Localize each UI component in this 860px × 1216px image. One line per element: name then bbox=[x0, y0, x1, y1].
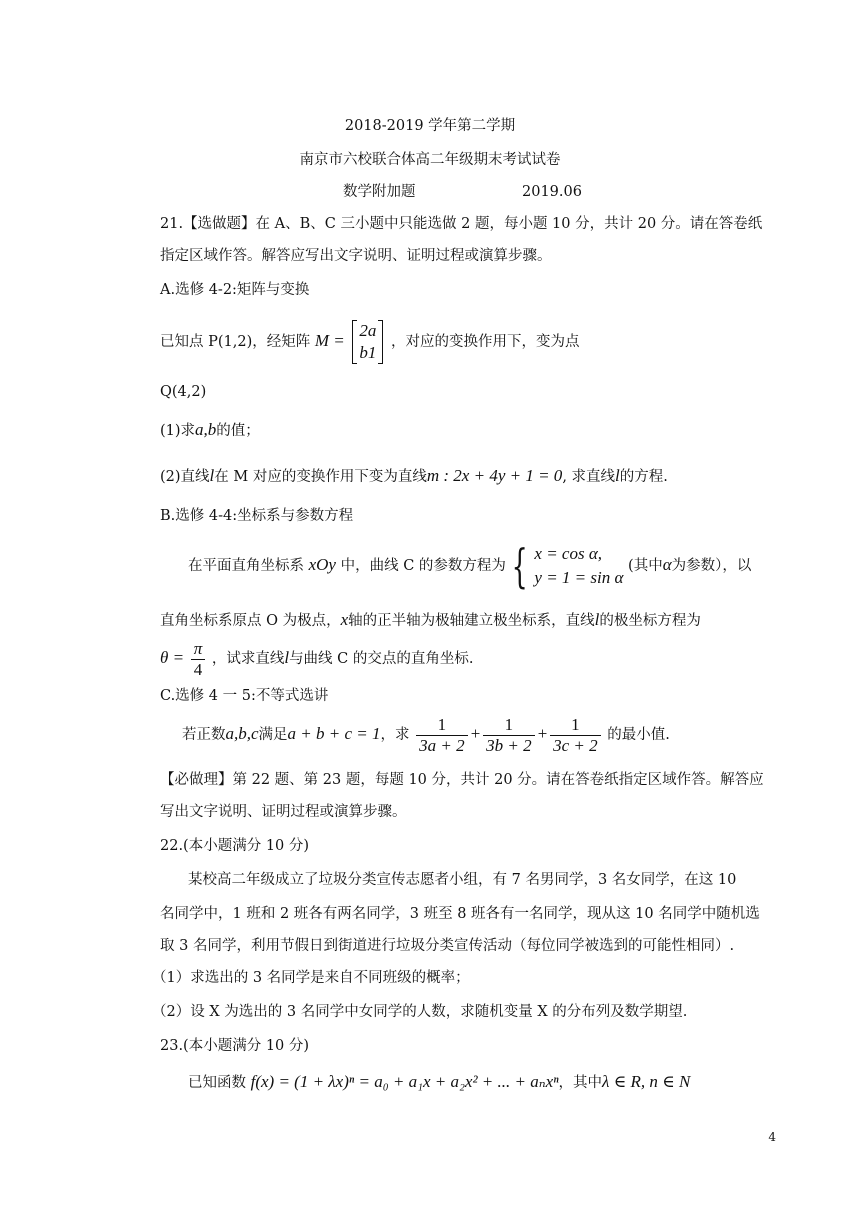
q21-intro-line-1: 21.【选做题】在 A、B、C 三小题中只能选做 2 题，每小题 10 分，共计 20 分。请在答卷纸 bbox=[160, 216, 763, 232]
q21a-statement: 已知点 P(1,2)，经矩阵 M = 2a b1 ，对应的变换作用下，变为点 bbox=[160, 321, 580, 362]
matrix-row-1: 2a bbox=[359, 321, 377, 340]
matrix-row-2: b1 bbox=[359, 343, 377, 362]
exam-date: 2019.06 bbox=[522, 184, 582, 200]
q21a-point-q: Q(4,2) bbox=[160, 384, 207, 400]
q23-title: 23.(本小题满分 10 分) bbox=[160, 1038, 310, 1054]
q22-line-3: 取 3 名同学，利用节假日到街道进行垃圾分类宣传活动（每位同学被选到的可能性相同）. bbox=[160, 938, 735, 954]
exam-subject: 数学附加题 bbox=[343, 184, 416, 200]
q21a-part-1: (1)求a,b的值； bbox=[160, 420, 260, 439]
system-brace: { bbox=[511, 539, 528, 593]
exam-term: 2018-2019 学年第二学期 bbox=[344, 118, 516, 134]
required-line-1: 【必做理】第 22 题、第 23 题，每题 10 分，共计 20 分。请在答卷纸指定区域作答。解答应 bbox=[160, 772, 764, 788]
function-formula: f(x) = (1 + λx)ⁿ = a₀ + a₁x + a₂x² + ... + aₙxⁿ bbox=[250, 1072, 559, 1091]
q21b-statement: 在平面直角坐标系 xOy 中，曲线 C 的参数方程为 { x = cos α, y = 1 = sin α (其中α为参数），以 bbox=[188, 539, 752, 593]
q22-line-2: 名同学中，1 班和 2 班各有两名同学，3 班至 8 班各有一名同学，现从这 10 名同学中随机选 bbox=[160, 906, 760, 922]
parametric-system: x = cos α, y = 1 = sin α bbox=[534, 544, 624, 587]
page-number: 4 bbox=[768, 1130, 776, 1144]
fraction-1: $\frac{1}{3a + 2}$ bbox=[416, 715, 467, 756]
matrix-M bbox=[352, 320, 383, 364]
q21b-line-3: θ = $\frac{\pi}{4}$ ，试求直线l与曲线 C 的交点的直角坐标. bbox=[160, 638, 474, 679]
matrix-label: M = bbox=[314, 331, 345, 350]
q21c-title: C.选修 4 一 5:不等式选讲 bbox=[160, 688, 329, 704]
q22-part-1: （1）求选出的 3 名同学是来自不同班级的概率； bbox=[152, 970, 470, 986]
fraction-2: $\frac{1}{3b + 2}$ bbox=[483, 715, 534, 756]
fraction-3: $\frac{1}{3c + 2}$ bbox=[550, 715, 601, 756]
pi-over-4: $\frac{\pi}{4}$ bbox=[191, 639, 206, 680]
q23-statement: 已知函数 f(x) = (1 + λx)ⁿ = a₀ + a₁x + a₂x² + ... + aₙxⁿ，其中λ ∈ R, n ∈ N bbox=[188, 1072, 691, 1091]
exam-title: 南京市六校联合体高二年级期末考试试卷 bbox=[299, 152, 561, 168]
q21b-line-2: 直角坐标系原点 O 为极点，x轴的正半轴为极轴建立极坐标系，直线l的极坐标方程为 bbox=[160, 610, 701, 629]
q22-line-1: 某校高二年级成立了垃圾分类宣传志愿者小组，有 7 名男同学，3 名女同学，在这 10 bbox=[188, 872, 737, 888]
q22-title: 22.(本小题满分 10 分) bbox=[160, 838, 310, 854]
required-line-2: 写出文字说明、证明过程或演算步骤。 bbox=[160, 804, 407, 820]
q21a-title: A.选修 4-2:矩阵与变换 bbox=[160, 282, 310, 298]
q21c-statement: 若正数a,b,c满足a + b + c = 1，求 $\frac{1}{3a + 2}$ + $\frac{1}{3b + 2}$ + $\frac{1}{3c + 2}$ 的最小值. bbox=[182, 714, 670, 755]
q21a-part-2: (2)直线l在 M 对应的变换作用下变为直线m : 2x + 4y + 1 = 0, 求直线l的方程. bbox=[160, 466, 668, 485]
q22-part-2: （2）设 X 为选出的 3 名同学中女同学的人数，求随机变量 X 的分布列及数学期望. bbox=[152, 1004, 688, 1020]
q21-intro-line-2: 指定区域作答。解答应写出文字说明、证明过程或演算步骤。 bbox=[160, 248, 552, 264]
q21b-title: B.选修 4-4:坐标系与参数方程 bbox=[160, 508, 354, 524]
